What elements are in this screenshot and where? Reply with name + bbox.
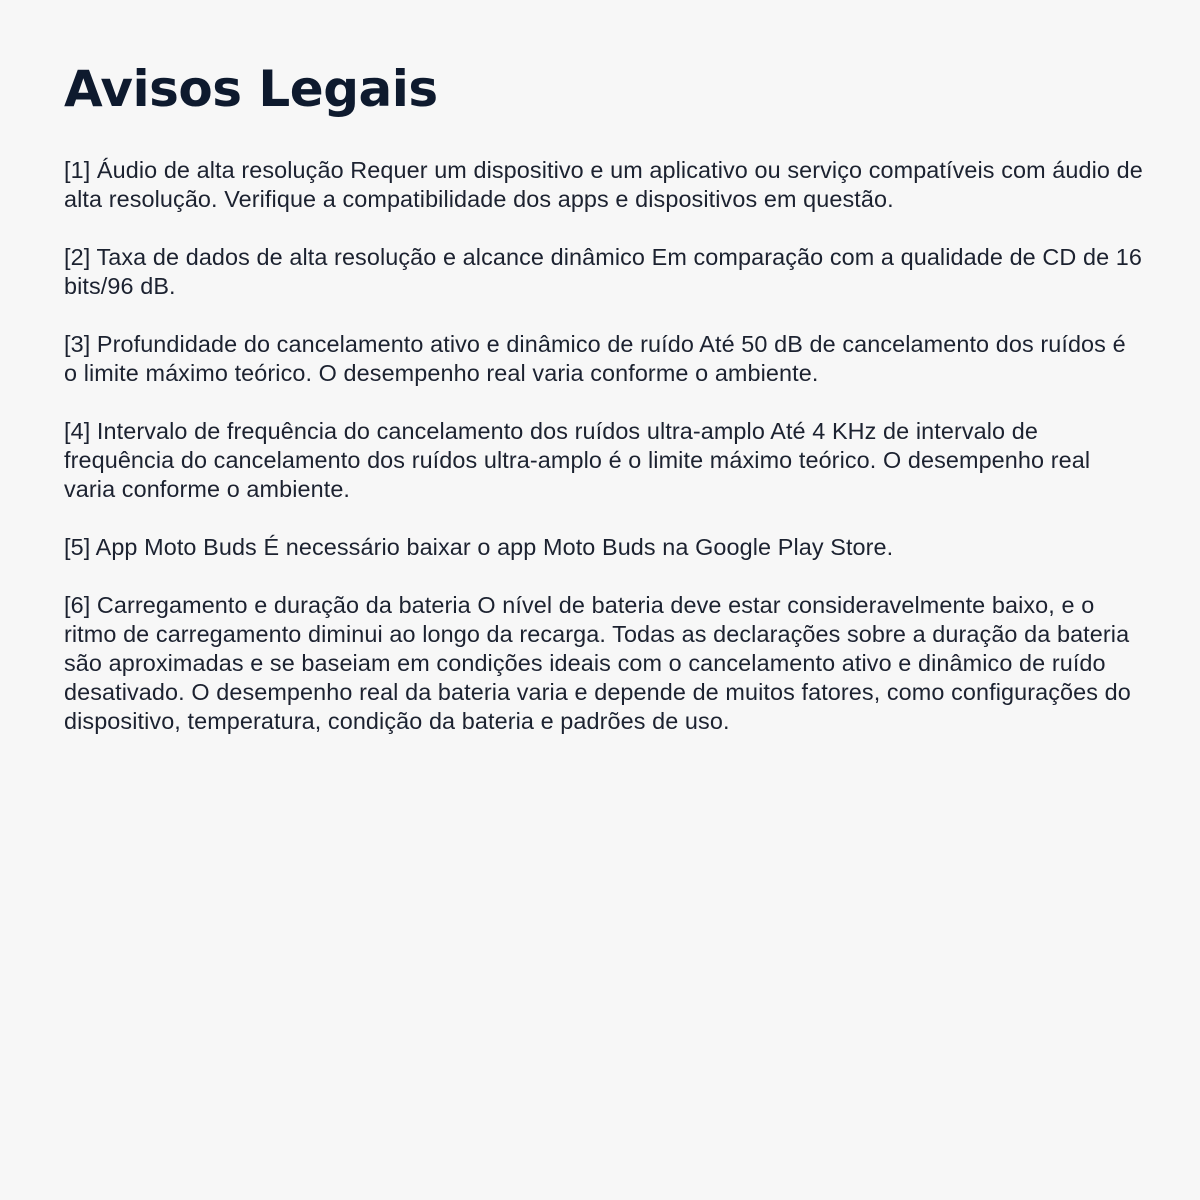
legal-note-6: [6] Carregamento e duração da bateria O nível de bateria deve estar consideravelmente baixo, e o ritmo de carregamento diminui ao longo da recarga. Todas as declarações sobre a duração da bateria são aproximadas e se baseiam em condições ideais com o cancelamento ativo e dinâmico de ruído desativado. O desempenho real da bateria varia e depende de muitos fatores, como configurações do dispositivo, temperatura, condição da bateria e padrões de uso. bbox=[64, 592, 1131, 734]
legal-note-1: [1] Áudio de alta resolução Requer um dispositivo e um aplicativo ou serviço compatíveis com áudio de alta resolução. Verifique a compatibilidade dos apps e dispositivos em questão. bbox=[64, 157, 1143, 212]
legal-notices-page bbox=[64, 62, 1144, 765]
legal-note-4: [4] Intervalo de frequência do cancelamento dos ruídos ultra-amplo Até 4 KHz de intervalo de frequência do cancelamento dos ruídos ultra-amplo é o limite máximo teórico. O desempenho real varia conforme o ambiente. bbox=[64, 418, 1091, 502]
legal-notices-list bbox=[64, 156, 1144, 736]
legal-note-3: [3] Profundidade do cancelamento ativo e dinâmico de ruído Até 50 dB de cancelamento dos ruídos é o limite máximo teórico. O desempenho real varia conforme o ambiente. bbox=[64, 331, 1126, 386]
page-title: Avisos Legais bbox=[64, 60, 438, 118]
legal-note-2: [2] Taxa de dados de alta resolução e alcance dinâmico Em comparação com a qualidade de CD de 16 bits/96 dB. bbox=[64, 244, 1142, 299]
legal-note-5: [5] App Moto Buds É necessário baixar o app Moto Buds na Google Play Store. bbox=[64, 534, 894, 560]
